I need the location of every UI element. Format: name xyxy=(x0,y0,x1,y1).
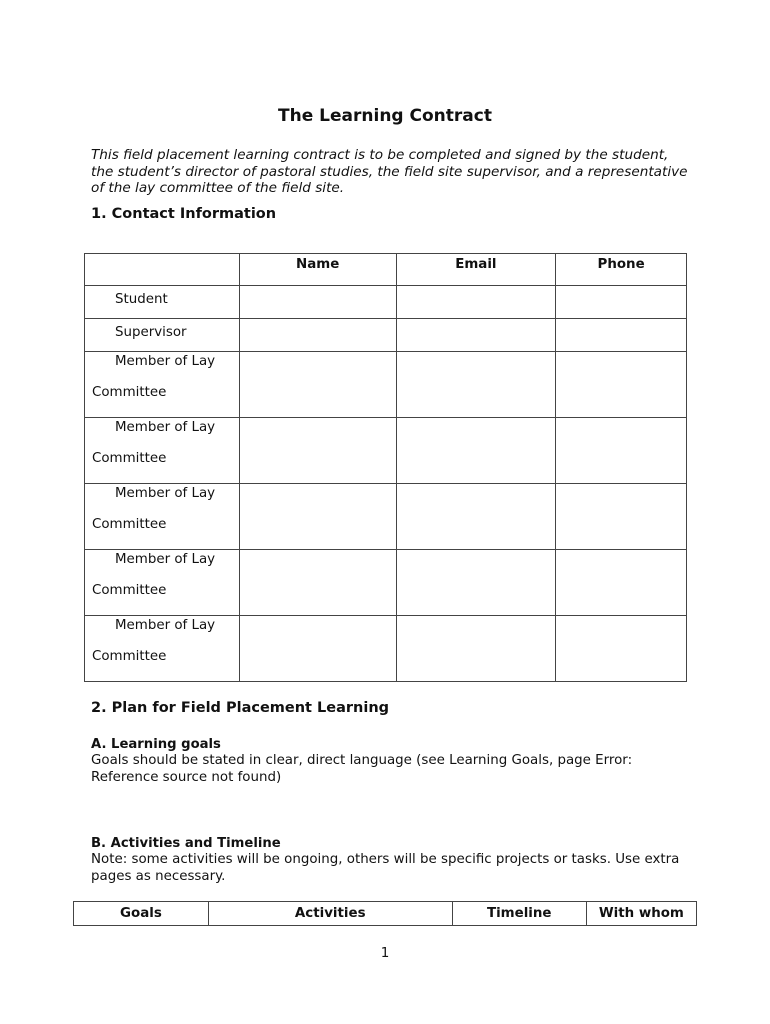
contact-table-header-row xyxy=(85,254,687,286)
row-label xyxy=(85,550,240,616)
table-row xyxy=(85,418,687,484)
contact-header-blank xyxy=(85,254,240,286)
email-cell[interactable] xyxy=(396,352,556,418)
name-cell[interactable] xyxy=(239,352,396,418)
row-label-line1: Member of Lay xyxy=(115,354,216,369)
header-timeline: Timeline xyxy=(452,902,586,926)
phone-cell[interactable] xyxy=(556,319,687,352)
name-cell[interactable] xyxy=(239,616,396,682)
row-label xyxy=(85,418,240,484)
row-label-line1: Member of Lay xyxy=(115,552,216,567)
document-title: The Learning Contract xyxy=(278,106,492,126)
row-label-line1: Member of Lay xyxy=(115,486,216,501)
activities-table xyxy=(73,901,697,926)
learning-goals-text: Goals should be stated in clear, direct language (see Learning Goals, page Error: Reference source not found) xyxy=(91,753,633,785)
row-label xyxy=(85,616,240,682)
email-cell[interactable] xyxy=(396,484,556,550)
row-label xyxy=(85,352,240,418)
row-label-line1: Student xyxy=(115,292,168,307)
phone-cell[interactable] xyxy=(556,484,687,550)
name-cell[interactable] xyxy=(239,319,396,352)
activities-heading: B. Activities and Timeline xyxy=(91,836,281,851)
intro-paragraph: This field placement learning contract is to be completed and signed by the student, the student’s director of pastoral studies, the field site supervisor, and a representative of the lay committee of the field site. xyxy=(91,147,688,196)
contact-table xyxy=(84,253,687,682)
learning-goals-heading: A. Learning goals xyxy=(91,737,221,752)
page-number: 1 xyxy=(380,945,390,961)
phone-cell[interactable] xyxy=(556,418,687,484)
section-contact-heading: 1. Contact Information xyxy=(91,206,277,222)
activities-table-header-row xyxy=(74,902,697,926)
row-label xyxy=(85,286,240,319)
row-label-line1: Member of Lay xyxy=(115,420,216,435)
row-label-line1: Member of Lay xyxy=(115,618,216,633)
table-row xyxy=(85,550,687,616)
name-cell[interactable] xyxy=(239,484,396,550)
email-cell[interactable] xyxy=(396,286,556,319)
section-plan-heading: 2. Plan for Field Placement Learning xyxy=(91,700,390,716)
phone-cell[interactable] xyxy=(556,550,687,616)
table-row xyxy=(85,352,687,418)
row-label-line2: Committee xyxy=(92,451,167,466)
header-with-whom: With whom xyxy=(586,902,696,926)
row-label-line2: Committee xyxy=(92,517,167,532)
email-cell[interactable] xyxy=(396,616,556,682)
row-label-line2: Committee xyxy=(92,649,167,664)
row-label-line2: Committee xyxy=(92,385,167,400)
email-cell[interactable] xyxy=(396,319,556,352)
email-cell[interactable] xyxy=(396,418,556,484)
header-activities: Activities xyxy=(208,902,452,926)
name-cell[interactable] xyxy=(239,286,396,319)
row-label xyxy=(85,319,240,352)
contact-header-name: Name xyxy=(239,254,396,286)
contact-header-email: Email xyxy=(396,254,556,286)
table-row xyxy=(85,616,687,682)
name-cell[interactable] xyxy=(239,550,396,616)
name-cell[interactable] xyxy=(239,418,396,484)
row-label-line1: Supervisor xyxy=(115,325,187,340)
table-row xyxy=(85,484,687,550)
row-label xyxy=(85,484,240,550)
row-label-line2: Committee xyxy=(92,583,167,598)
email-cell[interactable] xyxy=(396,550,556,616)
header-goals: Goals xyxy=(74,902,209,926)
phone-cell[interactable] xyxy=(556,286,687,319)
activities-text: Note: some activities will be ongoing, others will be specific projects or tasks. Use extra pages as necessary. xyxy=(91,852,680,884)
table-row xyxy=(85,319,687,352)
table-row xyxy=(85,286,687,319)
phone-cell[interactable] xyxy=(556,616,687,682)
phone-cell[interactable] xyxy=(556,352,687,418)
contact-header-phone: Phone xyxy=(556,254,687,286)
